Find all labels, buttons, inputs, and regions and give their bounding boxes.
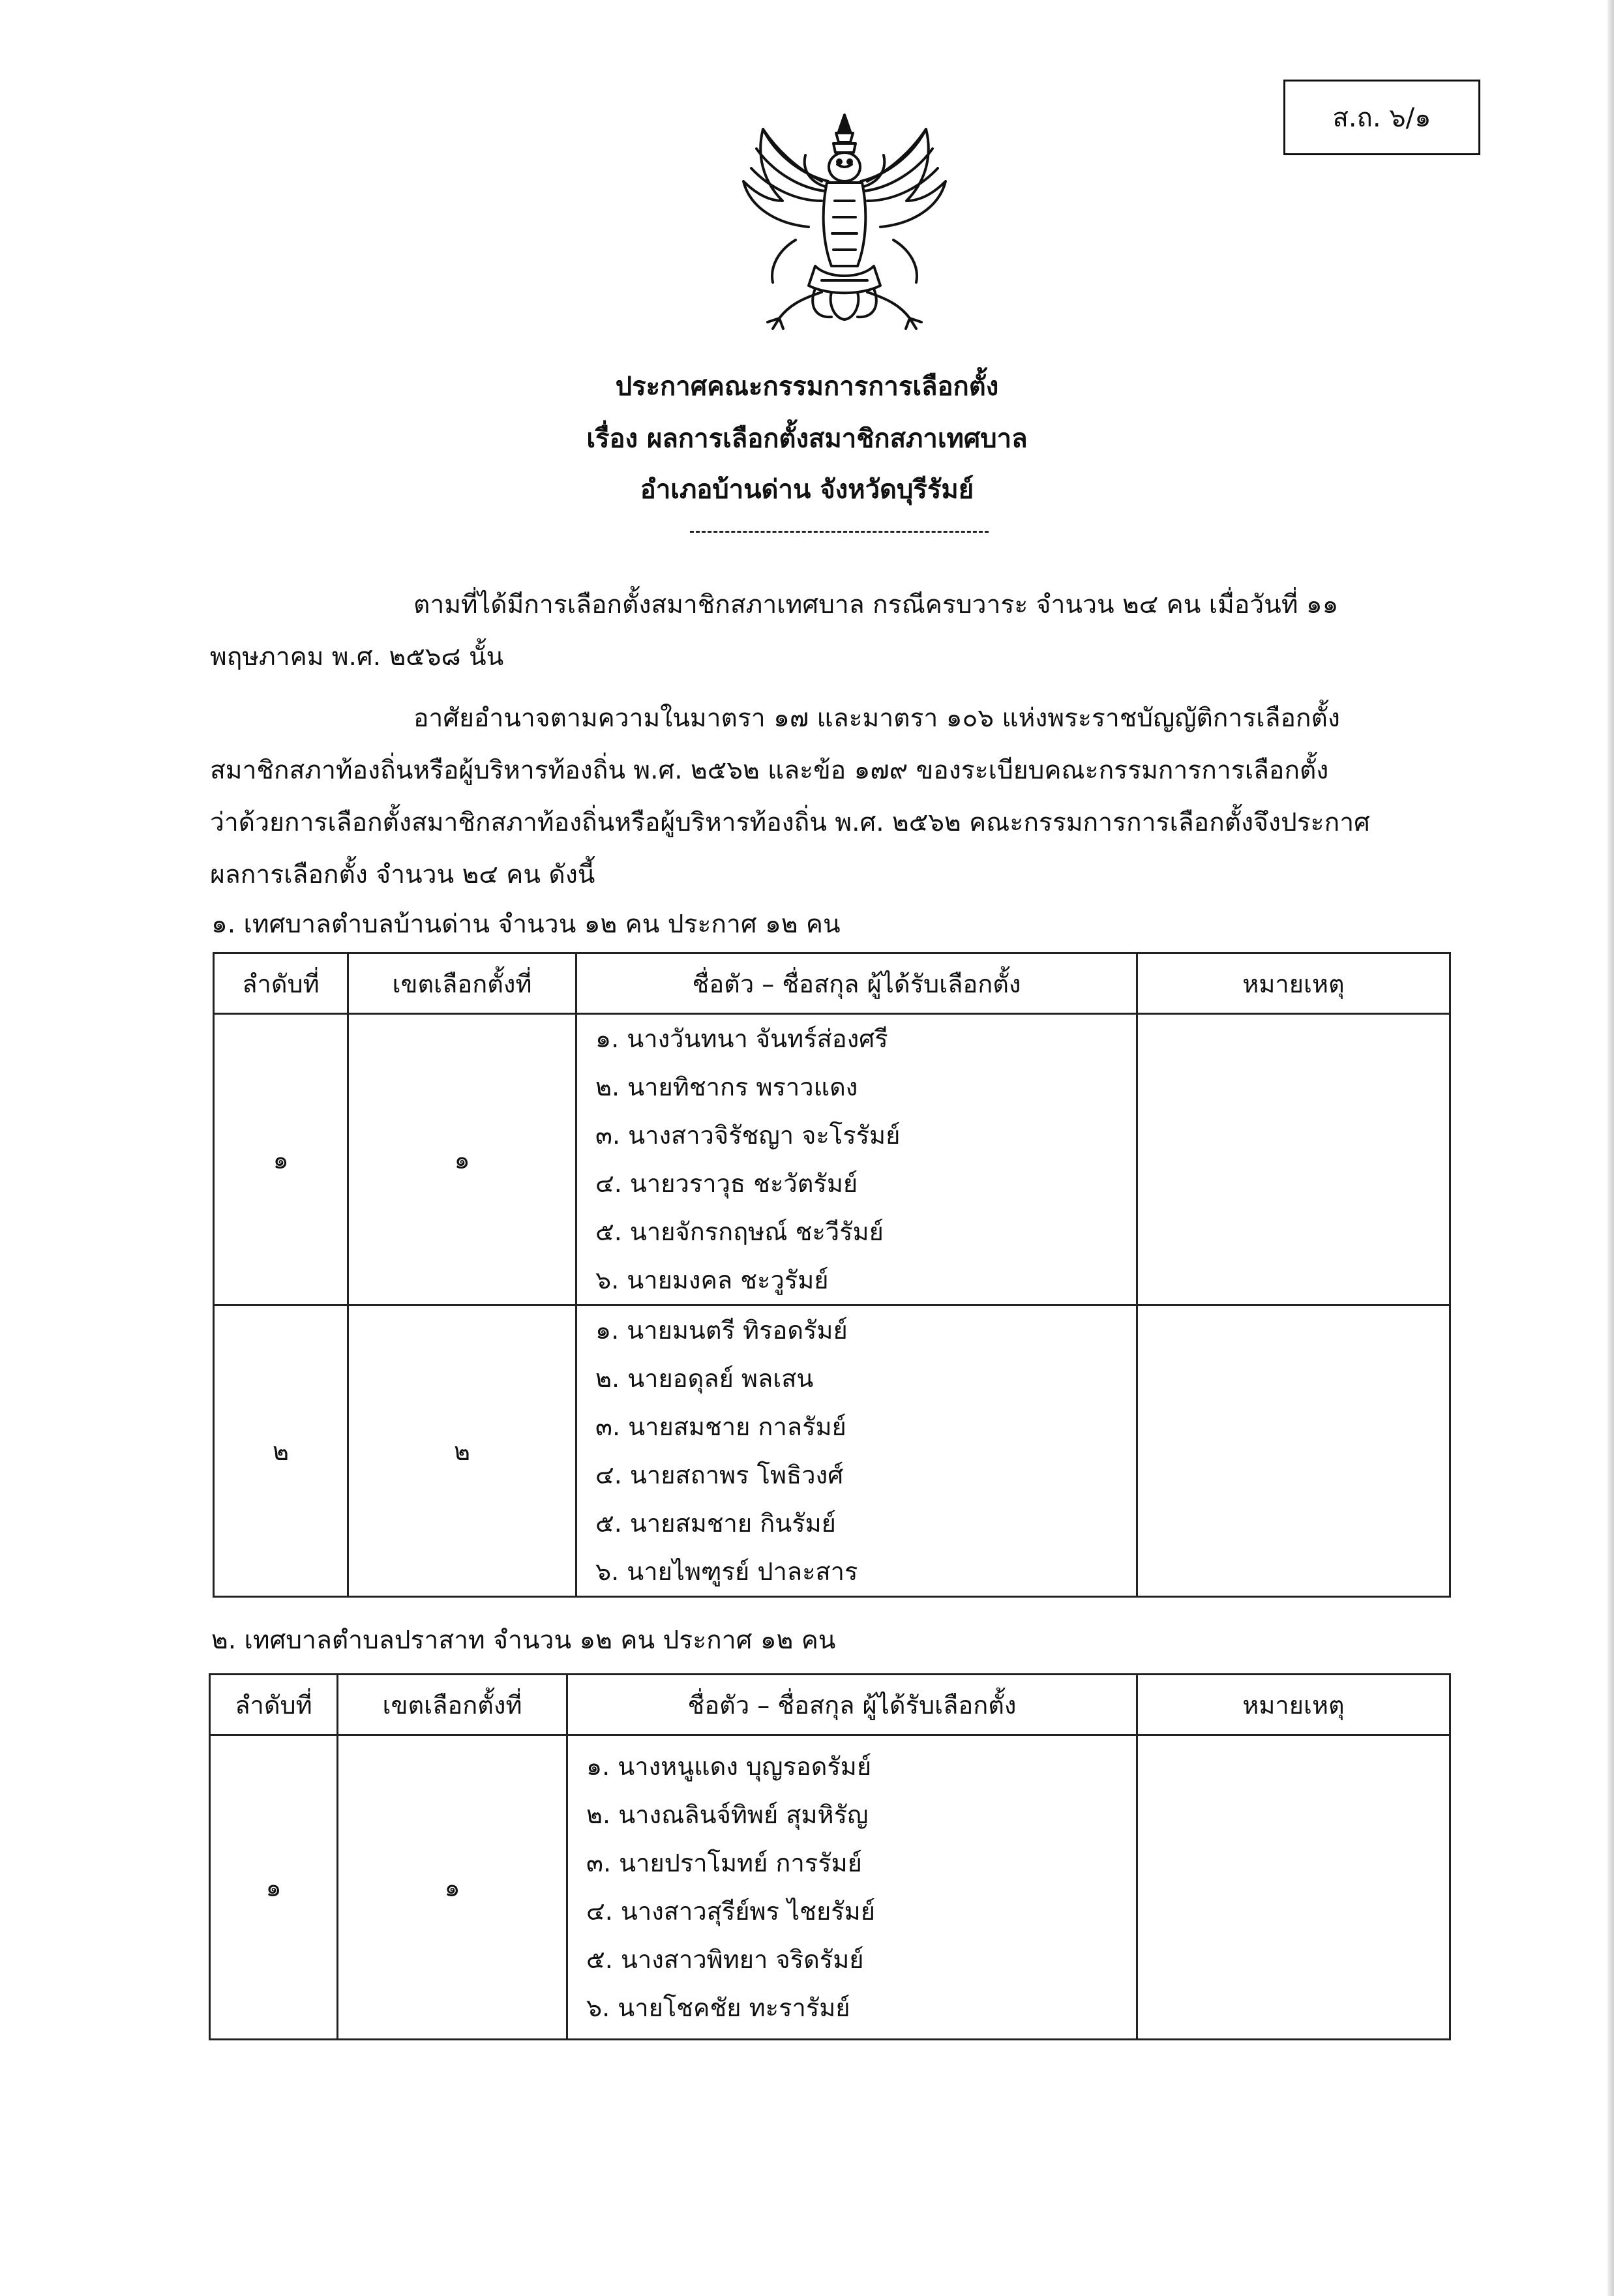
district-cell: ๑ (348, 1014, 576, 1305)
paragraph-1 (210, 579, 1462, 683)
paragraph-line: สมาชิกสภาท้องถิ่นหรือผู้บริหารท้องถิ่น พ.ศ. ๒๕๖๒ และข้อ ๑๗๙ ของระเบียบคณะกรรมการการเลือกตั้ง (210, 756, 1329, 785)
elected-name: ๕. นายจักรกฤษณ์ ชะวีรัมย์ (595, 1217, 884, 1246)
district-cell: ๒ (348, 1305, 576, 1597)
paragraph-2 (210, 693, 1462, 901)
announcement-title: ประกาศคณะกรรมการการเลือกตั้ง (615, 372, 999, 402)
elected-name: ๔. นายวราวุธ ชะวัตรัมย์ (595, 1169, 858, 1198)
elected-name: ๖. นายมงคล ชะวูรัมย์ (595, 1266, 829, 1294)
names-cell (567, 1735, 1137, 2040)
announcement-subject: เรื่อง ผลการเลือกตั้งสมาชิกสภาเทศบาล (586, 424, 1028, 454)
elected-name: ๔. นายสถาพร โพธิวงศ์ (595, 1461, 844, 1489)
table-header-row (210, 1675, 1450, 1735)
table-header-row (214, 953, 1450, 1014)
header-remark: หมายเหตุ (1137, 1675, 1450, 1735)
table-row (210, 1735, 1450, 2040)
paragraph-line: อาศัยอำนาจตามความในมาตรา ๑๗ และมาตรา ๑๐๖ แห่งพระราชบัญญัติการเลือกตั้ง (413, 704, 1340, 733)
table-row (214, 1305, 1450, 1597)
header-name: ชื่อตัว – ชื่อสกุล ผู้ได้รับเลือกตั้ง (576, 953, 1137, 1014)
elected-name: ๑. นางวันทนา จันทร์ส่องศรี (595, 1024, 888, 1053)
header-district: เขตเลือกตั้งที่ (348, 953, 576, 1014)
order-cell: ๑ (214, 1014, 348, 1305)
paragraph-line: ว่าด้วยการเลือกตั้งสมาชิกสภาท้องถิ่นหรือผู้บริหารท้องถิ่น พ.ศ. ๒๕๖๒ คณะกรรมการการเลือกตั้งจึงประกาศ (210, 808, 1370, 837)
results-table-ban-dan (213, 952, 1451, 1598)
elected-name: ๑. นายมนตรี ทิรอดรัมย์ (595, 1316, 848, 1345)
results-table-prasat (209, 1673, 1451, 2040)
remark-cell (1137, 1305, 1450, 1597)
paragraph-line: ผลการเลือกตั้ง จำนวน ๒๔ คน ดังนี้ (210, 860, 595, 889)
elected-name: ๕. นางสาวพิทยา จริดรัมย์ (586, 1945, 864, 1974)
names-cell (576, 1305, 1137, 1597)
elected-name: ๔. นางสาวสุรีย์พร ไชยรัมย์ (586, 1897, 875, 1926)
garuda-emblem-icon (717, 110, 972, 338)
header-district: เขตเลือกตั้งที่ (338, 1675, 567, 1735)
elected-name: ๒. นายทิชากร พราวแดง (595, 1073, 858, 1101)
elected-name: ๓. นางสาวจิรัชญา จะโรรัมย์ (595, 1121, 901, 1150)
district-cell: ๑ (338, 1735, 567, 2040)
header-order: ลำดับที่ (210, 1675, 338, 1735)
remark-cell (1137, 1735, 1450, 2040)
elected-name: ๓. นายปราโมทย์ การรัมย์ (586, 1849, 862, 1877)
header-divider (690, 531, 989, 533)
elected-name: ๖. นายไพฑูรย์ ปาละสาร (595, 1557, 858, 1586)
elected-name: ๒. นายอดุลย์ พลเสน (595, 1364, 814, 1393)
form-code-box: ส.ถ. ๖/๑ (1283, 80, 1480, 155)
header-name: ชื่อตัว – ชื่อสกุล ผู้ได้รับเลือกตั้ง (567, 1675, 1137, 1735)
announcement-district: อำเภอบ้านด่าน จังหวัดบุรีรัมย์ (640, 475, 974, 505)
section-title-ban-dan: ๑. เทศบาลตำบลบ้านด่าน จำนวน ๑๒ คน ประกาศ ๑๒ คน (211, 910, 841, 939)
remark-cell (1137, 1014, 1450, 1305)
elected-name: ๒. นางณลินจ์ทิพย์ สุมหิรัญ (586, 1800, 869, 1829)
elected-name: ๑. นางหนูแดง บุญรอดรัมย์ (586, 1752, 872, 1781)
header-order: ลำดับที่ (214, 953, 348, 1014)
paragraph-line: พฤษภาคม พ.ศ. ๒๕๖๘ นั้น (210, 642, 504, 672)
header-remark: หมายเหตุ (1137, 953, 1450, 1014)
table-row (214, 1014, 1450, 1305)
elected-name: ๕. นายสมชาย กินรัมย์ (595, 1509, 836, 1538)
paragraph-line: ตามที่ได้มีการเลือกตั้งสมาชิกสภาเทศบาล กรณีครบวาระ จำนวน ๒๔ คน เมื่อวันที่ ๑๑ (413, 590, 1339, 619)
section-title-prasat: ๒. เทศบาลตำบลปราสาท จำนวน ๑๒ คน ประกาศ ๑๒ คน (211, 1626, 836, 1655)
elected-name: ๖. นายโชคชัย ทะรารัมย์ (586, 1993, 850, 2022)
scan-edge (1607, 0, 1614, 2296)
names-cell (576, 1014, 1137, 1305)
order-cell: ๑ (210, 1735, 338, 2040)
order-cell: ๒ (214, 1305, 348, 1597)
elected-name: ๓. นายสมชาย กาลรัมย์ (595, 1412, 846, 1441)
